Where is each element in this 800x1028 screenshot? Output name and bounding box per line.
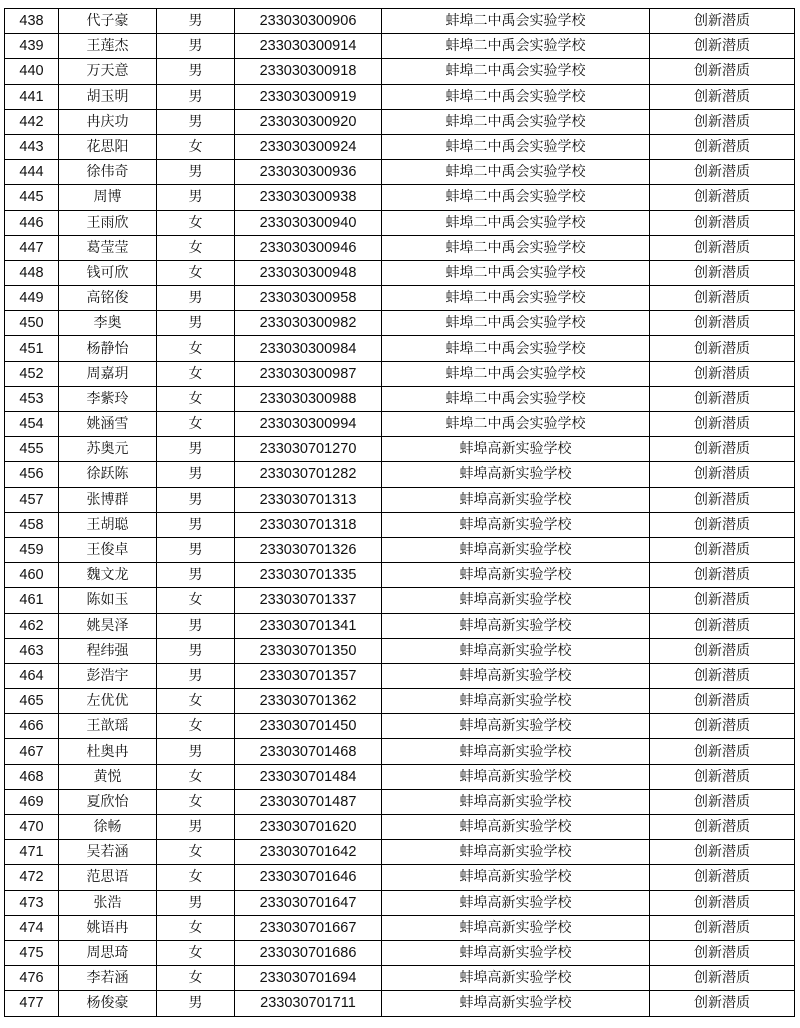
student-id-cell: 233030701313 (235, 487, 382, 512)
student-id-cell: 233030701487 (235, 789, 382, 814)
table-row (5, 386, 795, 411)
gender-cell: 女 (157, 412, 235, 437)
category-cell: 创新潜质 (650, 638, 795, 663)
row-number-cell: 453 (5, 386, 59, 411)
student-id-cell: 233030300918 (235, 59, 382, 84)
student-name-cell: 徐伟奇 (59, 160, 157, 185)
student-name-cell: 王胡聪 (59, 512, 157, 537)
category-cell: 创新潜质 (650, 663, 795, 688)
category-cell: 创新潜质 (650, 361, 795, 386)
row-number-cell: 455 (5, 437, 59, 462)
student-id-cell: 233030300958 (235, 286, 382, 311)
row-number-cell: 471 (5, 840, 59, 865)
table-row (5, 663, 795, 688)
row-number-cell: 459 (5, 537, 59, 562)
school-name-cell: 蚌埠高新实验学校 (382, 764, 650, 789)
row-number-cell: 439 (5, 34, 59, 59)
school-name-cell: 蚌埠高新实验学校 (382, 890, 650, 915)
table-row (5, 789, 795, 814)
category-cell: 创新潜质 (650, 563, 795, 588)
gender-cell: 男 (157, 437, 235, 462)
student-id-cell: 233030300982 (235, 311, 382, 336)
category-cell: 创新潜质 (650, 991, 795, 1016)
student-id-cell: 233030300940 (235, 210, 382, 235)
row-number-cell: 443 (5, 134, 59, 159)
student-id-cell: 233030701337 (235, 588, 382, 613)
gender-cell: 女 (157, 386, 235, 411)
row-number-cell: 449 (5, 286, 59, 311)
student-name-cell: 陈如玉 (59, 588, 157, 613)
student-name-cell: 李若涵 (59, 966, 157, 991)
school-name-cell: 蚌埠二中禹会实验学校 (382, 84, 650, 109)
table-row (5, 34, 795, 59)
student-name-cell: 周博 (59, 185, 157, 210)
school-name-cell: 蚌埠二中禹会实验学校 (382, 260, 650, 285)
student-id-cell: 233030701350 (235, 638, 382, 663)
gender-cell: 男 (157, 286, 235, 311)
gender-cell: 男 (157, 487, 235, 512)
table-row (5, 84, 795, 109)
table-row (5, 865, 795, 890)
gender-cell: 男 (157, 613, 235, 638)
category-cell: 创新潜质 (650, 840, 795, 865)
gender-cell: 男 (157, 462, 235, 487)
category-cell: 创新潜质 (650, 714, 795, 739)
row-number-cell: 475 (5, 940, 59, 965)
school-name-cell: 蚌埠高新实验学校 (382, 537, 650, 562)
student-id-cell: 233030300984 (235, 336, 382, 361)
student-id-cell: 233030701468 (235, 739, 382, 764)
table-row (5, 462, 795, 487)
category-cell: 创新潜质 (650, 915, 795, 940)
row-number-cell: 460 (5, 563, 59, 588)
student-id-cell: 233030300919 (235, 84, 382, 109)
row-number-cell: 464 (5, 663, 59, 688)
table-row (5, 260, 795, 285)
school-name-cell: 蚌埠高新实验学校 (382, 940, 650, 965)
category-cell: 创新潜质 (650, 185, 795, 210)
school-name-cell: 蚌埠二中禹会实验学校 (382, 210, 650, 235)
student-id-cell: 233030701711 (235, 991, 382, 1016)
student-id-cell: 233030701484 (235, 764, 382, 789)
table-row (5, 185, 795, 210)
student-name-cell: 夏欣怡 (59, 789, 157, 814)
row-number-cell: 458 (5, 512, 59, 537)
gender-cell: 男 (157, 663, 235, 688)
school-name-cell: 蚌埠二中禹会实验学校 (382, 412, 650, 437)
student-name-cell: 王雨欣 (59, 210, 157, 235)
table-row (5, 638, 795, 663)
category-cell: 创新潜质 (650, 588, 795, 613)
gender-cell: 男 (157, 739, 235, 764)
student-name-cell: 高铭俊 (59, 286, 157, 311)
student-name-cell: 苏奥元 (59, 437, 157, 462)
student-name-cell: 徐跃陈 (59, 462, 157, 487)
table-row (5, 613, 795, 638)
gender-cell: 女 (157, 840, 235, 865)
student-name-cell: 魏文龙 (59, 563, 157, 588)
school-name-cell: 蚌埠高新实验学校 (382, 689, 650, 714)
gender-cell: 男 (157, 109, 235, 134)
student-id-cell: 233030701362 (235, 689, 382, 714)
row-number-cell: 457 (5, 487, 59, 512)
table-row (5, 915, 795, 940)
table-row (5, 210, 795, 235)
gender-cell: 女 (157, 260, 235, 285)
student-name-cell: 花思阳 (59, 134, 157, 159)
table-row (5, 714, 795, 739)
table-row (5, 487, 795, 512)
school-name-cell: 蚌埠高新实验学校 (382, 865, 650, 890)
gender-cell: 女 (157, 235, 235, 260)
gender-cell: 女 (157, 336, 235, 361)
student-id-cell: 233030701667 (235, 915, 382, 940)
table-row (5, 361, 795, 386)
row-number-cell: 451 (5, 336, 59, 361)
gender-cell: 女 (157, 714, 235, 739)
gender-cell: 男 (157, 537, 235, 562)
school-name-cell: 蚌埠高新实验学校 (382, 815, 650, 840)
category-cell: 创新潜质 (650, 865, 795, 890)
row-number-cell: 442 (5, 109, 59, 134)
row-number-cell: 456 (5, 462, 59, 487)
category-cell: 创新潜质 (650, 966, 795, 991)
gender-cell: 女 (157, 915, 235, 940)
category-cell: 创新潜质 (650, 109, 795, 134)
table-row (5, 437, 795, 462)
category-cell: 创新潜质 (650, 336, 795, 361)
gender-cell: 女 (157, 789, 235, 814)
gender-cell: 女 (157, 134, 235, 159)
school-name-cell: 蚌埠二中禹会实验学校 (382, 34, 650, 59)
student-name-cell: 钱可欣 (59, 260, 157, 285)
table-row (5, 815, 795, 840)
student-name-cell: 姚涵雪 (59, 412, 157, 437)
gender-cell: 男 (157, 512, 235, 537)
table-row (5, 9, 795, 34)
row-number-cell: 461 (5, 588, 59, 613)
category-cell: 创新潜质 (650, 437, 795, 462)
student-name-cell: 李紫玲 (59, 386, 157, 411)
student-id-cell: 233030701694 (235, 966, 382, 991)
student-name-cell: 张浩 (59, 890, 157, 915)
school-name-cell: 蚌埠二中禹会实验学校 (382, 185, 650, 210)
school-name-cell: 蚌埠高新实验学校 (382, 663, 650, 688)
table-row (5, 109, 795, 134)
gender-cell: 男 (157, 815, 235, 840)
category-cell: 创新潜质 (650, 815, 795, 840)
student-name-cell: 胡玉明 (59, 84, 157, 109)
category-cell: 创新潜质 (650, 34, 795, 59)
school-name-cell: 蚌埠高新实验学校 (382, 915, 650, 940)
gender-cell: 男 (157, 59, 235, 84)
gender-cell: 男 (157, 311, 235, 336)
student-name-cell: 周嘉玥 (59, 361, 157, 386)
student-name-cell: 彭浩宇 (59, 663, 157, 688)
row-number-cell: 469 (5, 789, 59, 814)
gender-cell: 男 (157, 638, 235, 663)
student-id-cell: 233030701326 (235, 537, 382, 562)
school-name-cell: 蚌埠二中禹会实验学校 (382, 134, 650, 159)
school-name-cell: 蚌埠高新实验学校 (382, 563, 650, 588)
category-cell: 创新潜质 (650, 512, 795, 537)
student-name-cell: 姚语冉 (59, 915, 157, 940)
table-row (5, 512, 795, 537)
category-cell: 创新潜质 (650, 386, 795, 411)
category-cell: 创新潜质 (650, 59, 795, 84)
school-name-cell: 蚌埠二中禹会实验学校 (382, 109, 650, 134)
student-name-cell: 吴若涵 (59, 840, 157, 865)
category-cell: 创新潜质 (650, 286, 795, 311)
category-cell: 创新潜质 (650, 739, 795, 764)
category-cell: 创新潜质 (650, 689, 795, 714)
table-row (5, 739, 795, 764)
student-name-cell: 代子豪 (59, 9, 157, 34)
gender-cell: 男 (157, 890, 235, 915)
school-name-cell: 蚌埠高新实验学校 (382, 462, 650, 487)
table-row (5, 336, 795, 361)
row-number-cell: 474 (5, 915, 59, 940)
row-number-cell: 446 (5, 210, 59, 235)
row-number-cell: 466 (5, 714, 59, 739)
school-name-cell: 蚌埠高新实验学校 (382, 638, 650, 663)
school-name-cell: 蚌埠二中禹会实验学校 (382, 160, 650, 185)
row-number-cell: 444 (5, 160, 59, 185)
category-cell: 创新潜质 (650, 789, 795, 814)
student-id-cell: 233030300938 (235, 185, 382, 210)
row-number-cell: 438 (5, 9, 59, 34)
school-name-cell: 蚌埠高新实验学校 (382, 512, 650, 537)
student-id-cell: 233030701642 (235, 840, 382, 865)
student-id-cell: 233030300987 (235, 361, 382, 386)
student-id-cell: 233030300924 (235, 134, 382, 159)
category-cell: 创新潜质 (650, 134, 795, 159)
roster-table-body (5, 9, 795, 1017)
school-name-cell: 蚌埠二中禹会实验学校 (382, 336, 650, 361)
student-name-cell: 范思语 (59, 865, 157, 890)
category-cell: 创新潜质 (650, 412, 795, 437)
school-name-cell: 蚌埠高新实验学校 (382, 991, 650, 1016)
row-number-cell: 462 (5, 613, 59, 638)
student-id-cell: 233030701341 (235, 613, 382, 638)
table-row (5, 235, 795, 260)
student-id-cell: 233030701335 (235, 563, 382, 588)
gender-cell: 女 (157, 940, 235, 965)
row-number-cell: 454 (5, 412, 59, 437)
row-number-cell: 470 (5, 815, 59, 840)
student-name-cell: 万天意 (59, 59, 157, 84)
school-name-cell: 蚌埠二中禹会实验学校 (382, 235, 650, 260)
student-id-cell: 233030300994 (235, 412, 382, 437)
table-row (5, 59, 795, 84)
table-row (5, 311, 795, 336)
row-number-cell: 440 (5, 59, 59, 84)
gender-cell: 男 (157, 84, 235, 109)
row-number-cell: 441 (5, 84, 59, 109)
table-row (5, 134, 795, 159)
school-name-cell: 蚌埠高新实验学校 (382, 588, 650, 613)
row-number-cell: 468 (5, 764, 59, 789)
gender-cell: 男 (157, 185, 235, 210)
gender-cell: 女 (157, 966, 235, 991)
student-name-cell: 葛莹莹 (59, 235, 157, 260)
student-name-cell: 李奥 (59, 311, 157, 336)
row-number-cell: 477 (5, 991, 59, 1016)
category-cell: 创新潜质 (650, 311, 795, 336)
gender-cell: 女 (157, 689, 235, 714)
school-name-cell: 蚌埠二中禹会实验学校 (382, 59, 650, 84)
gender-cell: 男 (157, 160, 235, 185)
student-name-cell: 左优优 (59, 689, 157, 714)
student-id-cell: 233030701646 (235, 865, 382, 890)
table-row (5, 563, 795, 588)
table-row (5, 537, 795, 562)
category-cell: 创新潜质 (650, 487, 795, 512)
student-id-cell: 233030300906 (235, 9, 382, 34)
student-id-cell: 233030300948 (235, 260, 382, 285)
table-row (5, 286, 795, 311)
table-row (5, 764, 795, 789)
table-row (5, 689, 795, 714)
student-id-cell: 233030701270 (235, 437, 382, 462)
student-id-cell: 233030300920 (235, 109, 382, 134)
school-name-cell: 蚌埠二中禹会实验学校 (382, 9, 650, 34)
row-number-cell: 447 (5, 235, 59, 260)
student-id-cell: 233030300914 (235, 34, 382, 59)
school-name-cell: 蚌埠高新实验学校 (382, 714, 650, 739)
table-row (5, 160, 795, 185)
row-number-cell: 452 (5, 361, 59, 386)
student-id-cell: 233030300946 (235, 235, 382, 260)
row-number-cell: 463 (5, 638, 59, 663)
table-row (5, 991, 795, 1016)
category-cell: 创新潜质 (650, 160, 795, 185)
student-name-cell: 姚昊泽 (59, 613, 157, 638)
school-name-cell: 蚌埠二中禹会实验学校 (382, 311, 650, 336)
student-id-cell: 233030701620 (235, 815, 382, 840)
student-id-cell: 233030701282 (235, 462, 382, 487)
category-cell: 创新潜质 (650, 84, 795, 109)
table-row (5, 840, 795, 865)
gender-cell: 男 (157, 34, 235, 59)
category-cell: 创新潜质 (650, 537, 795, 562)
student-name-cell: 杨静怡 (59, 336, 157, 361)
gender-cell: 女 (157, 588, 235, 613)
category-cell: 创新潜质 (650, 210, 795, 235)
student-name-cell: 王歆瑶 (59, 714, 157, 739)
gender-cell: 男 (157, 991, 235, 1016)
row-number-cell: 472 (5, 865, 59, 890)
gender-cell: 女 (157, 865, 235, 890)
table-row (5, 412, 795, 437)
student-name-cell: 程纬强 (59, 638, 157, 663)
school-name-cell: 蚌埠二中禹会实验学校 (382, 386, 650, 411)
gender-cell: 女 (157, 210, 235, 235)
student-id-cell: 233030701450 (235, 714, 382, 739)
table-row (5, 940, 795, 965)
school-name-cell: 蚌埠二中禹会实验学校 (382, 361, 650, 386)
category-cell: 创新潜质 (650, 613, 795, 638)
student-id-cell: 233030701647 (235, 890, 382, 915)
student-name-cell: 王俊卓 (59, 537, 157, 562)
category-cell: 创新潜质 (650, 260, 795, 285)
category-cell: 创新潜质 (650, 235, 795, 260)
student-id-cell: 233030701686 (235, 940, 382, 965)
row-number-cell: 445 (5, 185, 59, 210)
school-name-cell: 蚌埠高新实验学校 (382, 789, 650, 814)
row-number-cell: 448 (5, 260, 59, 285)
student-name-cell: 王莲杰 (59, 34, 157, 59)
school-name-cell: 蚌埠高新实验学校 (382, 487, 650, 512)
school-name-cell: 蚌埠高新实验学校 (382, 437, 650, 462)
gender-cell: 男 (157, 9, 235, 34)
category-cell: 创新潜质 (650, 462, 795, 487)
roster-table (4, 8, 795, 1017)
student-name-cell: 杨俊豪 (59, 991, 157, 1016)
row-number-cell: 450 (5, 311, 59, 336)
school-name-cell: 蚌埠高新实验学校 (382, 840, 650, 865)
gender-cell: 男 (157, 563, 235, 588)
student-id-cell: 233030300988 (235, 386, 382, 411)
category-cell: 创新潜质 (650, 9, 795, 34)
student-name-cell: 冉庆功 (59, 109, 157, 134)
gender-cell: 女 (157, 361, 235, 386)
table-row (5, 890, 795, 915)
table-row (5, 588, 795, 613)
table-row (5, 966, 795, 991)
student-name-cell: 黄悦 (59, 764, 157, 789)
student-name-cell: 杜奥冉 (59, 739, 157, 764)
row-number-cell: 467 (5, 739, 59, 764)
student-name-cell: 周思琦 (59, 940, 157, 965)
student-name-cell: 徐畅 (59, 815, 157, 840)
row-number-cell: 465 (5, 689, 59, 714)
student-name-cell: 张博群 (59, 487, 157, 512)
student-id-cell: 233030701318 (235, 512, 382, 537)
school-name-cell: 蚌埠高新实验学校 (382, 739, 650, 764)
row-number-cell: 476 (5, 966, 59, 991)
row-number-cell: 473 (5, 890, 59, 915)
category-cell: 创新潜质 (650, 764, 795, 789)
school-name-cell: 蚌埠高新实验学校 (382, 966, 650, 991)
category-cell: 创新潜质 (650, 890, 795, 915)
student-id-cell: 233030701357 (235, 663, 382, 688)
school-name-cell: 蚌埠高新实验学校 (382, 613, 650, 638)
student-id-cell: 233030300936 (235, 160, 382, 185)
gender-cell: 女 (157, 764, 235, 789)
category-cell: 创新潜质 (650, 940, 795, 965)
school-name-cell: 蚌埠二中禹会实验学校 (382, 286, 650, 311)
